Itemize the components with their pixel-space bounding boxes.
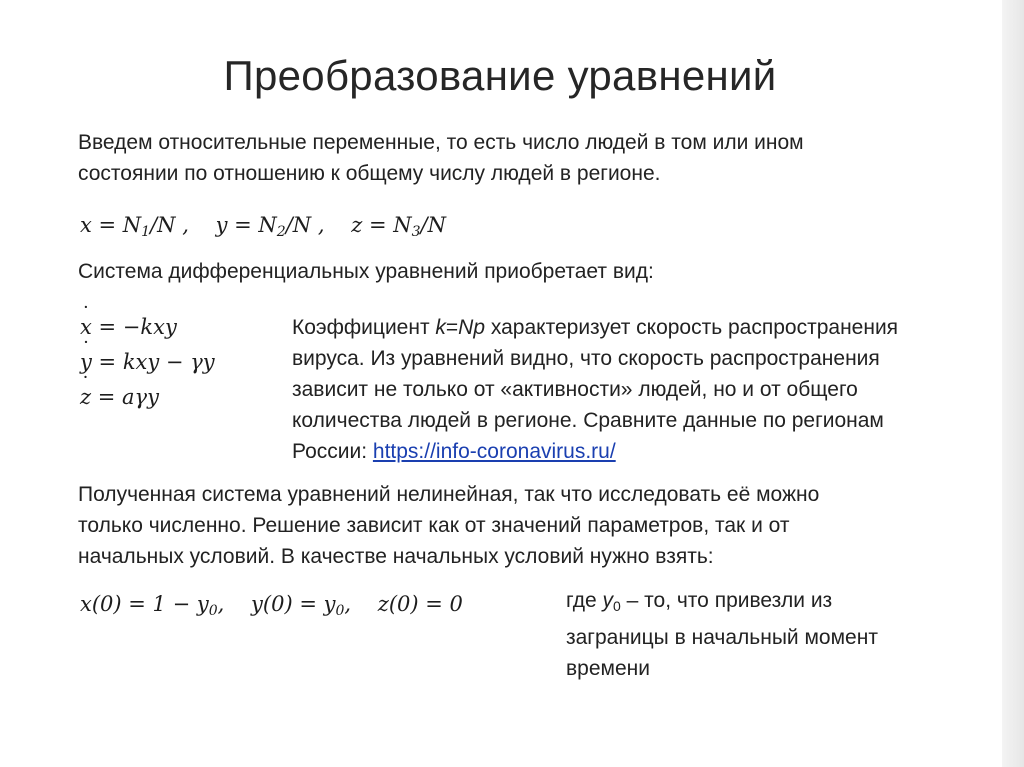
z-definition-tail: /N [420,213,446,237]
y0-tail: , [344,592,352,616]
intro-paragraph [78,127,804,189]
where-y: y [602,589,613,612]
coef-eq: = [445,316,459,339]
initial-conditions [80,592,463,619]
y0-condition: y(0) = y [251,592,336,616]
where-line: заграницы в начальный момент [566,626,878,649]
subscript: 3 [411,224,421,240]
subscript: 0 [335,603,345,619]
intro-line: состоянии по отношению к общему числу людей в регионе. [78,162,661,185]
equation-z-rhs: = aγy [91,385,159,409]
where-note [566,585,878,684]
coef-line [292,436,898,467]
coef-k: k [435,316,446,339]
equation-system [80,310,215,415]
x-definition: x = N [80,213,142,237]
coef-np: Np [458,316,486,339]
x-dot: x ˙ [80,310,92,345]
coef-line: количества людей в регионе. Сравните данные по регионам [292,409,884,432]
coef-line5-pre: России: [292,440,373,463]
where-line [566,585,878,622]
x0-tail: , [217,592,225,616]
variable-definitions [80,213,446,240]
y-definition: y = N [215,213,277,237]
where-pre: где [566,589,603,612]
equation-x-rhs: = −kxy [91,315,177,339]
y-definition-tail: /N , [285,213,325,237]
subscript: 0 [208,603,218,619]
where-line1-rest: – то, что привезли из [620,589,833,612]
equation-z [80,380,215,415]
coef-line: зависит не только от «активности» людей, но и от общего [292,378,858,401]
nonlinear-line: только численно. Решение зависит как от значений параметров, так и от [78,514,790,537]
x0-condition: x(0) = 1 − y [80,592,209,616]
nonlinear-line: начальных условий. В качестве начальных условий нужно взять: [78,545,714,568]
coef-line: вируса. Из уравнений видно, что скорость распространения [292,347,880,370]
info-coronavirus-link[interactable]: https://info-coronavirus.ru/ [372,440,616,463]
nonlinear-paragraph [78,479,819,572]
equation-y [80,345,215,380]
subscript: 0 [612,598,621,614]
intro-line: Введем относительные переменные, то есть число людей в том или ином [78,131,804,154]
page-edge-shadow [1002,0,1024,767]
z-dot: z ˙ [80,380,91,415]
subscript: 1 [141,224,151,240]
coef-pre: Коэффициент [292,316,436,339]
coef-line1-rest: характеризует скорость распространения [485,316,899,339]
coefficient-paragraph [292,312,898,467]
coef-line [292,312,898,343]
z-definition: z = N [351,213,412,237]
where-line: времени [566,657,650,680]
equation-x [80,310,215,345]
x-definition-tail: /N , [150,213,189,237]
nonlinear-line: Полученная система уравнений нелинейная, так что исследовать её можно [78,483,820,506]
slide-title: Преобразование уравнений [223,52,777,99]
system-intro: Система дифференциальных уравнений приобретает вид: [78,260,654,283]
subscript: 2 [276,224,286,240]
y-dot: y ˙ [80,345,92,380]
equation-y-rhs: = kxy − γy [91,350,215,374]
z0-condition: z(0) = 0 [377,592,463,616]
